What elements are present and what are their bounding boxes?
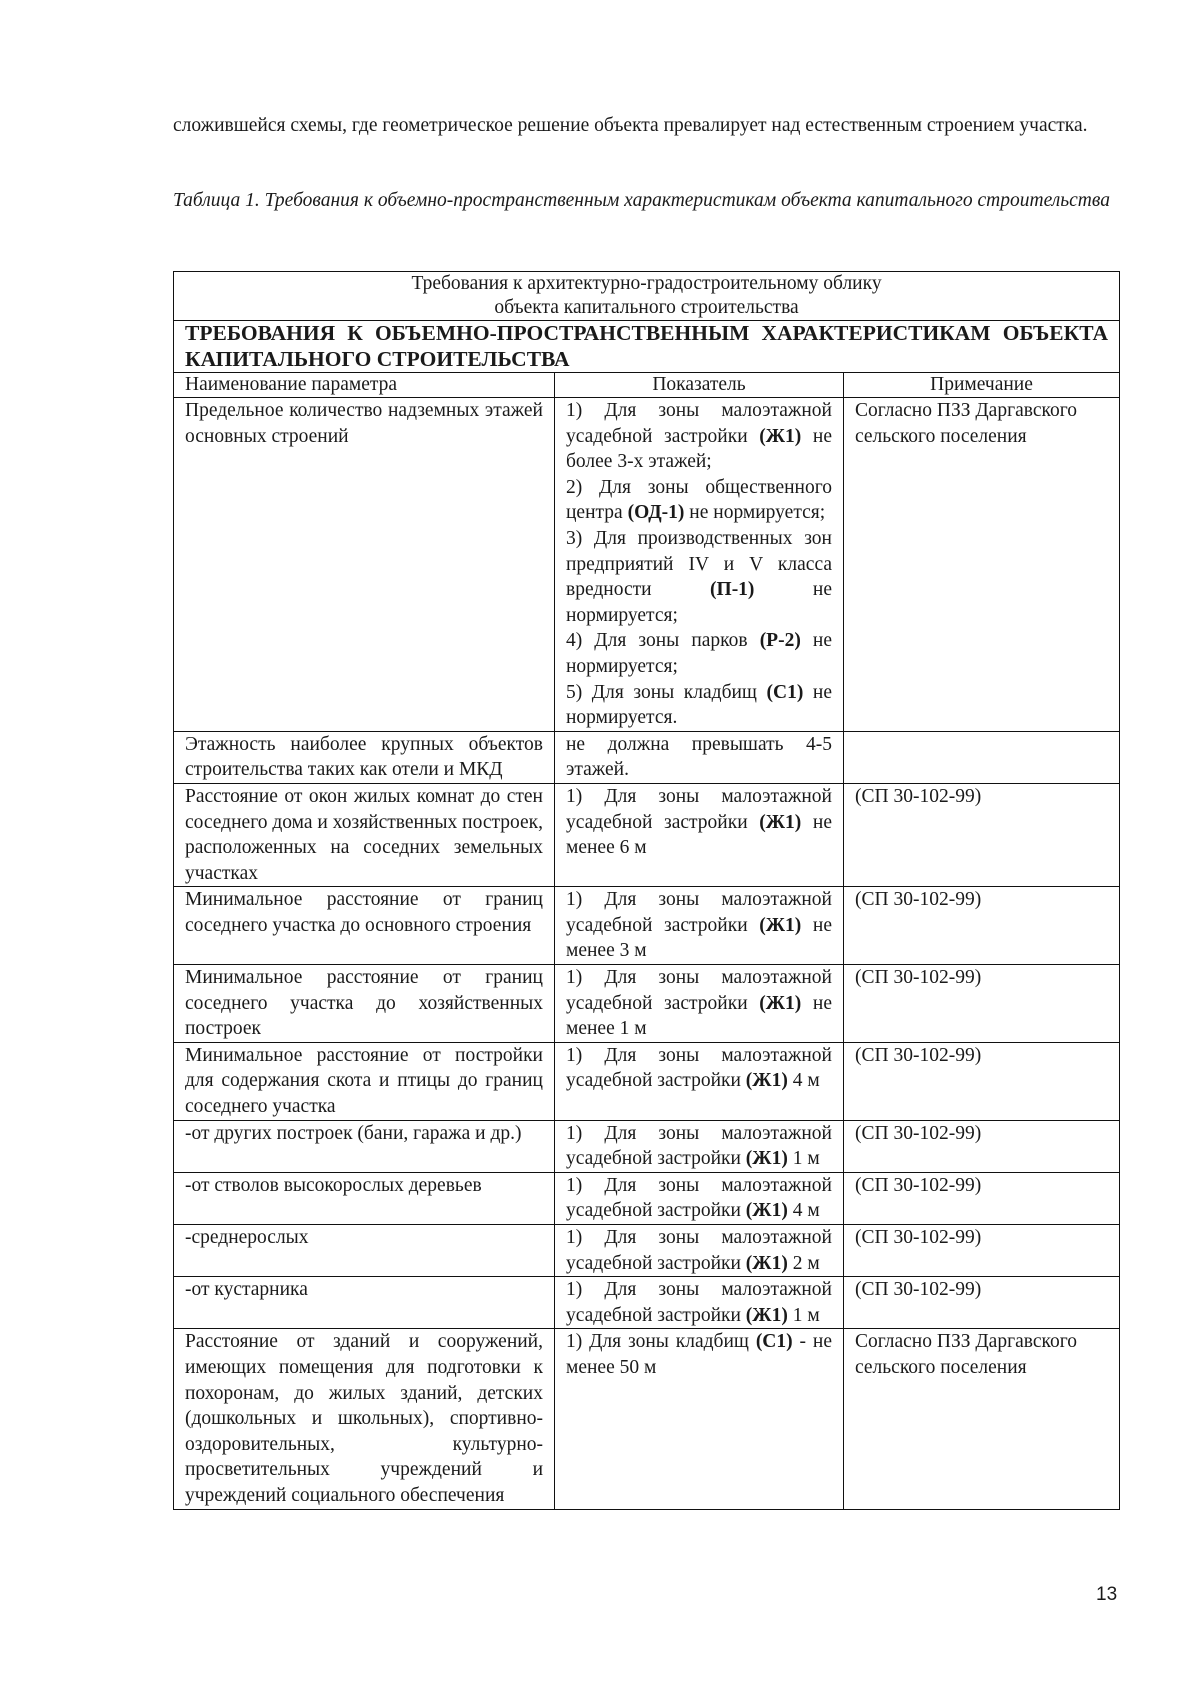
row-value: 1) Для зоны малоэтажной усадебной застройки (Ж1) 1 м [555,1277,844,1329]
row-note: (СП 30-102-99) [844,783,1120,886]
table-row [174,398,1120,732]
row-value: 1) Для зоны кладбищ (С1) - не менее 50 м [555,1329,844,1509]
zone-code: (Ж1) [745,1304,788,1326]
column-header-parameter: Наименование параметра [174,373,555,398]
zone-code: (Ж1) [745,1200,788,1222]
row-value: 1) Для зоны малоэтажной усадебной застройки (Ж1) 4 м [555,1042,844,1120]
row-parameter: Минимальное расстояние от границ соседнего участка до основного строения [174,887,555,965]
value-item: 5) Для зоны кладбищ (С1) не нормируется. [566,681,832,729]
row-note [844,731,1120,783]
section-heading-row [174,321,1120,373]
row-note: (СП 30-102-99) [844,887,1120,965]
row-value: 1) Для зоны малоэтажной усадебной застройки (Ж1) не менее 1 м [555,965,844,1043]
row-value: 1) Для зоны малоэтажной усадебной застройки (Ж1) 1 м [555,1120,844,1172]
column-header-note: Примечание [844,373,1120,398]
table-row [174,1329,1120,1509]
table-row [174,783,1120,886]
zone-code: (С1) [766,681,804,703]
row-value: 1) Для зоны малоэтажной усадебной застройки (Ж1) 4 м [555,1172,844,1224]
row-value: не должна превышать 4-5 этажей. [555,731,844,783]
table-title-line1: Требования к архитектурно-градостроительному облику [411,273,882,294]
section-heading: ТРЕБОВАНИЯ К ОБЪЕМНО-ПРОСТРАНСТВЕННЫМ ХАРАКТЕРИСТИКАМ ОБЪЕКТА КАПИТАЛЬНОГО СТРОИТЕЛЬСТВА [174,321,1120,373]
table-title-row [174,272,1120,321]
row-parameter: Этажность наиболее крупных объектов строительства таких как отели и МКД [174,731,555,783]
intro-paragraph: сложившейся схемы, где геометрическое решение объекта превалирует над естественным строением участка. [173,115,1088,136]
zone-code: (Ж1) [745,1252,788,1274]
row-parameter: Минимальное расстояние от границ соседнего участка до хозяйственных построек [174,965,555,1043]
table-title-line2: объекта капитального строительства [494,297,799,318]
value-item: 4) Для зоны парков (Р-2) не нормируется; [566,630,833,677]
value-item: 2) Для зоны общественного центра (ОД-1) не нормируется; [566,476,832,524]
table-caption: Таблица 1. Требования к объемно-пространственным характеристикам объекта капитального строительства [173,190,1110,211]
column-header-value: Показатель [555,373,844,398]
zone-code: (Ж1) [759,425,802,447]
row-parameter: Предельное количество надземных этажей основных строений [174,398,555,732]
row-note: (СП 30-102-99) [844,1277,1120,1329]
row-parameter: -от стволов высокорослых деревьев [174,1172,555,1224]
table-row [174,887,1120,965]
table-row [174,1042,1120,1120]
zone-code: (Ж1) [759,914,802,936]
zone-code: (Р-2) [759,630,801,652]
zone-code: (Ж1) [745,1148,788,1170]
row-note: (СП 30-102-99) [844,1172,1120,1224]
row-note: (СП 30-102-99) [844,1225,1120,1277]
row-note: (СП 30-102-99) [844,965,1120,1043]
row-note: Согласно ПЗЗ Даргавского сельского поселения [844,398,1120,732]
zone-code: (ОД-1) [627,502,685,524]
requirements-table [173,271,1120,1510]
row-parameter: -от других построек (бани, гаража и др.) [174,1120,555,1172]
zone-code: (Ж1) [745,1070,788,1092]
value-item: 3) Для производственных зон предприятий IV и V класса вредности (П-1) не нормируется; [566,527,832,626]
table-row [174,1277,1120,1329]
row-value: 1) Для зоны малоэтажной усадебной застройки (Ж1) не менее 3 м [555,887,844,965]
row-note: (СП 30-102-99) [844,1120,1120,1172]
page-number: 13 [1096,1584,1118,1605]
row-parameter: Расстояние от окон жилых комнат до стен соседнего дома и хозяйственных построек, расположенных на соседних земельных участках [174,783,555,886]
row-value [555,398,844,732]
value-item: 1) Для зоны малоэтажной усадебной застройки (Ж1) не более 3-х этажей; [566,400,832,473]
table-title [174,272,1120,321]
zone-code: (Ж1) [759,811,802,833]
table-row [174,1225,1120,1277]
table-row [174,1120,1120,1172]
table-row [174,965,1120,1043]
row-parameter: -от кустарника [174,1277,555,1329]
zone-code: (С1) [755,1331,793,1353]
zone-code: (П-1) [710,579,755,601]
column-header-row [174,373,1120,398]
row-value: 1) Для зоны малоэтажной усадебной застройки (Ж1) 2 м [555,1225,844,1277]
table-row [174,731,1120,783]
row-parameter: -среднерослых [174,1225,555,1277]
table-row [174,1172,1120,1224]
zone-code: (Ж1) [759,992,802,1014]
row-note: (СП 30-102-99) [844,1042,1120,1120]
row-note: Согласно ПЗЗ Даргавского сельского поселения [844,1329,1120,1509]
row-parameter: Минимальное расстояние от постройки для содержания скота и птицы до границ соседнего участка [174,1042,555,1120]
row-parameter: Расстояние от зданий и сооружений, имеющих помещения для подготовки к похоронам, до жилых зданий, детских (дошкольных и школьных), спортивно-оздоровительных, культурно-просветительных учреждений и учреждений социального обеспечения [174,1329,555,1509]
row-value: 1) Для зоны малоэтажной усадебной застройки (Ж1) не менее 6 м [555,783,844,886]
